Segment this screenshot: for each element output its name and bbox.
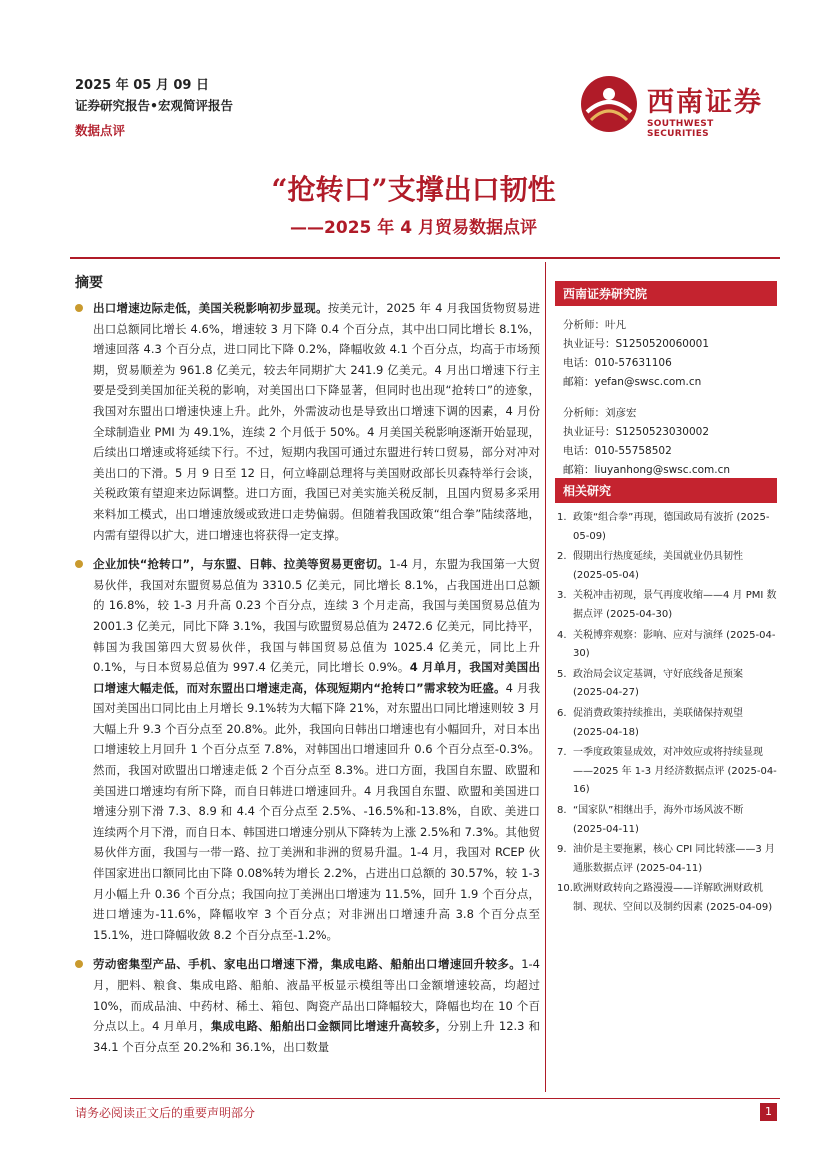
report-category: 数据点评 [75,123,126,138]
related-item[interactable]: 10. 欧洲财政转向之路漫漫——详解欧洲财政机制、现状、空间以及制约因素 (2025-04-09) [557,883,773,913]
company-logo [577,70,777,140]
abstract-paragraph [75,554,540,945]
paragraph-lead: 劳动密集型产品、手机、家电出口增速下滑，集成电路、船舶出口增速回升较多。 [93,957,522,972]
related-item[interactable]: 6. 促消费政策持续推出，美联储保持观望 (2025-04-18) [557,707,743,738]
analyst-email[interactable]: 邮箱：yefan@swsc.com.cn [563,376,702,388]
related-heading: 相关研究 [555,478,777,503]
paragraph-lead: 企业加快“抢转口”，与东盟、日韩、拉美等贸易更密切。 [93,557,389,572]
paragraph-text: 分别上升 12.3 和 34.1 个百分点至 20.2%和 36.1%，出口数量 [93,1019,540,1054]
paragraph-lead-inline: 集成电路、船舶出口金额同比增速升高较多， [210,1019,448,1034]
related-item[interactable]: 8. “国家队”相继出手，海外市场风波不断 (2025-04-11) [557,804,744,835]
footer-disclaimer: 请务必阅读正文后的重要声明部分 [75,1106,256,1120]
page-number: 1 [760,1103,777,1121]
bullet-dot-icon [75,304,83,312]
abstract-heading: 摘要 [75,275,103,291]
report-title: “抢转口”支撑出口韧性 [271,173,556,206]
column-divider [545,262,546,1092]
related-item[interactable]: 4. 关税博弈观察：影响、应对与演绎 (2025-04-30) [557,629,776,660]
bullet-dot-icon [75,560,83,568]
related-item[interactable]: 9. 油价是主要拖累，核心 CPI 同比转涨——3 月通胀数据点评 (2025-04-11) [557,844,775,874]
abstract-body [75,298,540,1066]
related-item[interactable]: 3. 关税冲击初现，景气再度收缩——4 月 PMI 数据点评 (2025-04-30) [557,590,777,620]
paragraph-lead: 出口增速边际走低，美国关税影响初步显现。 [93,301,328,315]
related-item[interactable]: 5. 政治局会议定基调，守好底线备足预案 (2025-04-27) [557,668,743,699]
abstract-paragraph [75,298,540,545]
report-date: 2025 年 05 月 09 日 [75,78,209,93]
paragraph-text: 4 月我国对美国出口同比由上月增长 9.1%转为大幅下降 21%，对东盟出口同比增速则较 3 月大幅上升 9.3 个百分点至 20.8%。此外，我国向日韩出口增速也有小幅回升，对日本出口增速较上月回升 1 个百分点至 7.8%，对韩国出口增速回升 0.6 个百分点至-0.3%。然而，我国对欧盟出口增速走低 2 个百分点至 8.3%。进口方面，我国自东盟、欧盟和美国进口增速均有所下降，而自日韩进口增速回升。4 月我国自东盟、欧盟和美国进口增速分别下滑 7.3、8.9 和 4.4 个百分点至 2.5%、-16.5%和-13.8%，自欧、美进口连续两个月下滑，而自日本、韩国进口增速分别从下降转为上涨 2.5%和 7.3%。其他贸易伙伴方面，我国与一带一路、拉丁美洲和非洲的贸易升温。1-4 月，我国对 RCEP 伙伴国家进出口额同比由下降 0.08%转为增长 2.2%，占进出口总额的 30.57%，较 1-3 月小幅上升 0.36 个百分点；我国向拉丁美洲出口增速为 11.5%，回升 1.9 个百分点，进口增速为-11.6%，降幅收窄 3 个百分点；对非洲出口增速升高 3.8 个百分点至 15.1%，进口降幅收敛 8.2 个百分点至-1.2%。 [93,680,540,942]
logo-emblem-icon [577,72,641,136]
paragraph-lead-inline: 4 月单月，我国对美国出口增速大幅走低，而对东盟出口增速走高，体现短期内“抢转口”需求较为旺盛。 [93,660,540,695]
bullet-dot-icon [75,960,83,968]
analyst-phone: 电话：010-55758502 [563,445,672,457]
related-item[interactable]: 1. 政策“组合拳”再现，德国政局有波折 (2025-05-09) [557,512,770,542]
related-item[interactable]: 2. 假期出行热度延续，美国就业仍具韧性 (2025-05-04) [557,551,743,581]
report-subtitle: ——2025 年 4 月贸易数据点评 [290,218,537,238]
analyst-phone: 电话：010-57631106 [563,357,672,369]
sidebar-analysts [555,281,777,480]
logo-name-en: SOUTHWEST SECURITIES [647,119,714,139]
analyst-license: 执业证号：S1250523030002 [563,426,710,438]
logo-name-cn: 西南证券 [647,87,763,118]
analyst-name: 分析师：刘彦宏 [563,407,637,419]
institute-heading: 西南证券研究院 [555,281,777,306]
footer-divider [70,1098,780,1099]
paragraph-text: 1-4 月，肥料、粮食、集成电路、船舶、液晶平板显示模组等出口金额增速较高，均超过 10%，而成品油、中药材、稀土、箱包、陶瓷产品出口降幅较大，降幅也均在 10 个百分点以上。4 月单月， [93,957,540,1034]
analyst-email[interactable]: 邮箱：liuyanhong@swsc.com.cn [563,464,731,476]
analyst-name: 分析师：叶凡 [563,319,626,331]
paragraph-text: 1-4 月，东盟为我国第一大贸易伙伴，我国对东盟贸易总值为 3310.5 亿美元，同比增长 8.1%，占我国进出口总额的 16.8%，较 1-3 月升高 0.23 个百分点，连续 3 个月走高，我国与美国贸易总值为 2001.3 亿美元，同比下降 3.1%，我国与欧盟贸易总值为 2472.6 亿美元，同比持平，韩国为我国第四大贸易伙伴，我国与韩国贸易总值为 1025.4 亿美元，同比上升 0.1%，与日本贸易总值为 997.4 亿美元，同比增长 0.9%。 [93,557,540,675]
abstract-paragraph [75,954,540,1057]
report-type: 证券研究报告•宏观简评报告 [75,98,233,113]
sidebar-related [555,478,777,919]
paragraph-text: 按美元计，2025 年 4 月我国货物贸易进出口总额同比增长 4.6%，增速较 3 月下降 0.4 个百分点，其中出口同比增长 8.1%，增速回落 4.3 个百分点，进口同比下降 0.2%，降幅收敛 4.1 个百分点，均高于市场预期，贸易顺差为 961.8 亿美元，较去年同期扩大 241.9 亿美元。4 月出口增速下行主要是受到美国加征关税的影响，对美国出口下降显著，但同时也出现“抢转口”的迹象，我国对东盟出口增速快速上升。此外，外需波动也是导致出口增速下调的因素，4 月份全球制造业 PMI 为 49.1%，连续 2 个月低于 50%。4 月美国关税影响逐渐开始显现，后续出口增速或将延续下行。不过，短期内我国可通过东盟进行转口贸易，部分对冲对美出口的下滑。5 月 9 日至 12 日，何立峰副总理将与美国财政部长贝森特举行会谈，关税政策有望迎来边际调整。进口方面，我国已对美实施关税反制，且国内贸易多采用来料加工模式，出口增速放缓或致进口走势偏弱。但随着我国政策“组合拳”陆续落地，内需有望得以扩大，进口增速也将获得一定支撑。 [93,301,540,542]
related-item[interactable]: 7. 一季度政策显成效，对冲效应或将持续显现——2025 年 1-3 月经济数据点评 (2025-04-16) [557,747,777,796]
analyst-license: 执业证号：S1250520060001 [563,338,710,350]
title-divider [70,257,780,259]
